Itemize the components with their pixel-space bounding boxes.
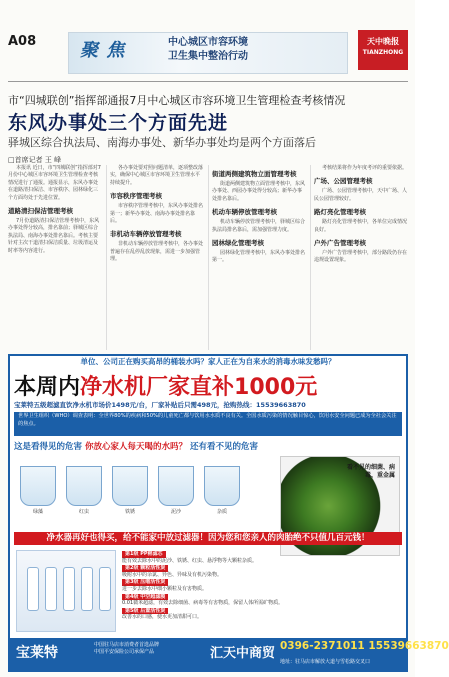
brand-subtitle-1: 中国驻马店市消费者首选品牌 bbox=[94, 642, 160, 648]
section-text: 各办事处要对照问题清单，逐项整改落实，确保中心城区市容环境卫生管理水平持续提升。 bbox=[110, 165, 204, 186]
masthead bbox=[8, 30, 408, 82]
section-heading: 园林绿化管理考核 bbox=[212, 239, 264, 248]
section-text: 考核结果将作为年度考评的重要依据。 bbox=[322, 165, 408, 171]
water-cup bbox=[20, 466, 56, 506]
cup-label: 杂质 bbox=[216, 509, 227, 515]
section-heading: 街道两侧建筑物立面管理考核 bbox=[212, 170, 297, 178]
column-divider bbox=[310, 165, 311, 350]
feature-title: 第5级 后置活性炭 bbox=[122, 608, 168, 615]
ad-headline-red: 净水机厂家直补1000元 bbox=[80, 375, 318, 400]
article-column-4 bbox=[314, 165, 408, 350]
water-cup bbox=[66, 466, 102, 506]
feature-item bbox=[122, 607, 402, 621]
water-cup bbox=[112, 466, 148, 506]
focus-title-line-2: 卫生集中整治行动 bbox=[168, 51, 248, 62]
brand-name: 宝莱特 bbox=[16, 645, 58, 661]
splash-caption: 看不见的细菌、病毒、重金属 bbox=[346, 464, 395, 479]
ad-headline bbox=[14, 370, 402, 398]
section-heading: 路灯亮化管理考核 bbox=[314, 208, 366, 217]
feature-title: 第4级 中空超滤膜 bbox=[122, 594, 168, 601]
filter-cartridge bbox=[27, 567, 39, 611]
section-heading: 非机动车辆停放管理考核 bbox=[110, 230, 182, 239]
ad-question-left: 这是看得见的危害 bbox=[14, 442, 83, 452]
article-subhead: 驿城区综合执法局、南海办事处、新华办事处均是两个方面落后 bbox=[8, 136, 316, 149]
focus-label: 聚 焦 bbox=[80, 40, 126, 61]
article-headline: 东风办事处三个方面先进 bbox=[8, 112, 229, 134]
ad-headline-black: 本周内 bbox=[14, 375, 81, 400]
logo-sub: TIANZHONG bbox=[362, 49, 404, 56]
filter-cartridge bbox=[45, 567, 57, 611]
section-text: 本报讯 近日，市“四城联创”指挥部对7月份中心城区市容环境卫生管理检查考核情况进行了通报。通报显示，东风办事处在道路清扫保洁、市容秩序、园林绿化三个方面均处于先进位置。 bbox=[8, 165, 101, 201]
filter-cartridge bbox=[99, 567, 111, 611]
section-heading: 道路清扫保洁管理考核 bbox=[8, 207, 73, 216]
store-name: 汇天中商贸 bbox=[210, 646, 276, 661]
cup-label: 泥沙 bbox=[170, 509, 181, 515]
section-text: 路灯亮化管理考核中，各单位完成情况良好。 bbox=[314, 219, 408, 233]
focus-title-line-1: 中心城区市容环境 bbox=[168, 37, 248, 48]
section-heading: 机动车辆停放管理考核 bbox=[212, 208, 277, 217]
focus-title bbox=[168, 36, 248, 64]
article-kicker: 市“四城联创”指挥部通报7月中心城区市容环境卫生管理检查考核情况 bbox=[8, 94, 346, 107]
section-text: 机动车辆停放管理考核中，驿城区综合执法局排名靠后，需加强管理力度。 bbox=[212, 219, 306, 233]
feature-item bbox=[122, 578, 402, 592]
ad-price-line: 宝莱特五级超滤直饮净水机市场价1498元/台，厂家补贴后只需498元，抢购热线：15539663870 bbox=[14, 401, 306, 409]
feature-item bbox=[122, 550, 402, 564]
newspaper-logo bbox=[358, 30, 408, 70]
article-column-1 bbox=[8, 165, 102, 350]
product-image bbox=[16, 550, 116, 632]
article-column-3 bbox=[212, 165, 306, 350]
water-purifier-ad bbox=[8, 354, 449, 672]
article-byline: □首席记者 王 峰 bbox=[8, 156, 62, 164]
section-text: 非机动车辆停放管理考核中，各办事处普遍存在乱停乱放现象，需进一步加强管理。 bbox=[110, 241, 204, 263]
cup-label: 绿藻 bbox=[32, 509, 43, 515]
ad-top-line: 单位、公司正在购买高昂的桶装水吗？家人正在为自来水的消毒水味发愁吗？ bbox=[10, 356, 406, 368]
store-address: 地址：驻马店市解放大道与雪松路交叉口 bbox=[280, 659, 371, 665]
feature-title: 第1级 PP棉滤芯 bbox=[122, 551, 166, 558]
section-text: 7月份道路清扫保洁管理考核中，东风办事处得分较高，排名靠前；驿城区综合执法局、南海办事处排名靠后。考核主要针对主次干道清扫保洁质量、垃圾清运及时率等内容进行。 bbox=[8, 218, 100, 254]
page-number: A08 bbox=[8, 34, 37, 49]
section-heading: 市容秩序管理考核 bbox=[110, 192, 162, 201]
feature-title: 第3级 压缩活性炭 bbox=[122, 579, 168, 586]
section-text: 广场、公园管理考核中，天中广场、人民公园管理较好。 bbox=[314, 188, 408, 202]
section-heading: 广场、公园管理考核 bbox=[314, 177, 373, 186]
water-cup bbox=[158, 466, 194, 506]
ad-question-right: 还有看不见的危害 bbox=[189, 442, 258, 452]
cup-label: 铁锈 bbox=[124, 509, 135, 515]
brand-subtitle bbox=[94, 642, 159, 656]
feature-item bbox=[122, 564, 402, 578]
feature-title: 第2级 颗粒活性炭 bbox=[122, 565, 168, 572]
filter-cartridge bbox=[63, 567, 75, 611]
feature-text: 进一步去除水中细小颗粒及有害物质。 bbox=[122, 585, 208, 592]
feature-text: 吸附水中的余氯、异色、异味及有机污染物。 bbox=[122, 571, 223, 578]
section-text: 街道两侧建筑物立面管理考核中，东风办事处、西园办事处得分较高；新华办事处排名靠后。 bbox=[212, 181, 306, 202]
filter-features bbox=[122, 550, 402, 632]
phone-2: 15539663870 bbox=[368, 640, 449, 652]
ad-ribbon: 净水器再好也得买，给不能家中放过滤器！因为您和您亲人的肉胎绝不只值几百元钱！ bbox=[14, 532, 402, 545]
section-text: 户外广告管理考核中，部分路段仍存在违规设置现象。 bbox=[314, 250, 408, 264]
ad-info-bar: 世界卫生组织（WHO）调查表明：全世界80%的疾病和50%的儿童死亡都与饮用水水质不良有关。全国水质污染的情况触目惊心，饮用水安全问题已成为全社会关注的焦点。 bbox=[14, 412, 402, 436]
contaminant-cups bbox=[20, 456, 260, 516]
hotline bbox=[280, 640, 449, 653]
ad-question-main: 你放心家人每天喝的水吗？ bbox=[84, 442, 187, 452]
section-text: 园林绿化管理考核中，东风办事处排名第一。 bbox=[212, 250, 306, 264]
article-column-2 bbox=[110, 165, 204, 350]
filter-cartridge bbox=[81, 567, 93, 611]
cup-label: 红虫 bbox=[78, 509, 89, 515]
column-divider bbox=[208, 165, 209, 350]
ad-footer bbox=[10, 638, 449, 670]
logo-text: 天中晚报 bbox=[367, 37, 399, 46]
feature-item bbox=[122, 593, 402, 607]
column-divider bbox=[106, 165, 107, 350]
feature-text: 能有效去除水中的泥沙、铁锈、红虫、悬浮物等大颗粒杂质。 bbox=[122, 557, 258, 564]
section-text: 市容秩序管理考核中，东风办事处排名第一；新华办事处、南海办事处排名靠后。 bbox=[110, 203, 204, 225]
water-cup bbox=[204, 466, 240, 506]
ad-question bbox=[14, 440, 402, 454]
feature-text: 0.01微米超滤，有效去除细菌、病毒等有害物质，保留人体所需矿物质。 bbox=[122, 600, 284, 607]
phone-prefix: 0396- bbox=[280, 640, 314, 652]
phone-1: 2371011 bbox=[313, 640, 365, 652]
feature-text: 改善水的口感，使水更加清甜可口。 bbox=[122, 614, 203, 621]
brand-subtitle-2: 中国平安保险公司承保产品 bbox=[94, 649, 155, 655]
section-heading: 户外广告管理考核 bbox=[314, 239, 366, 248]
